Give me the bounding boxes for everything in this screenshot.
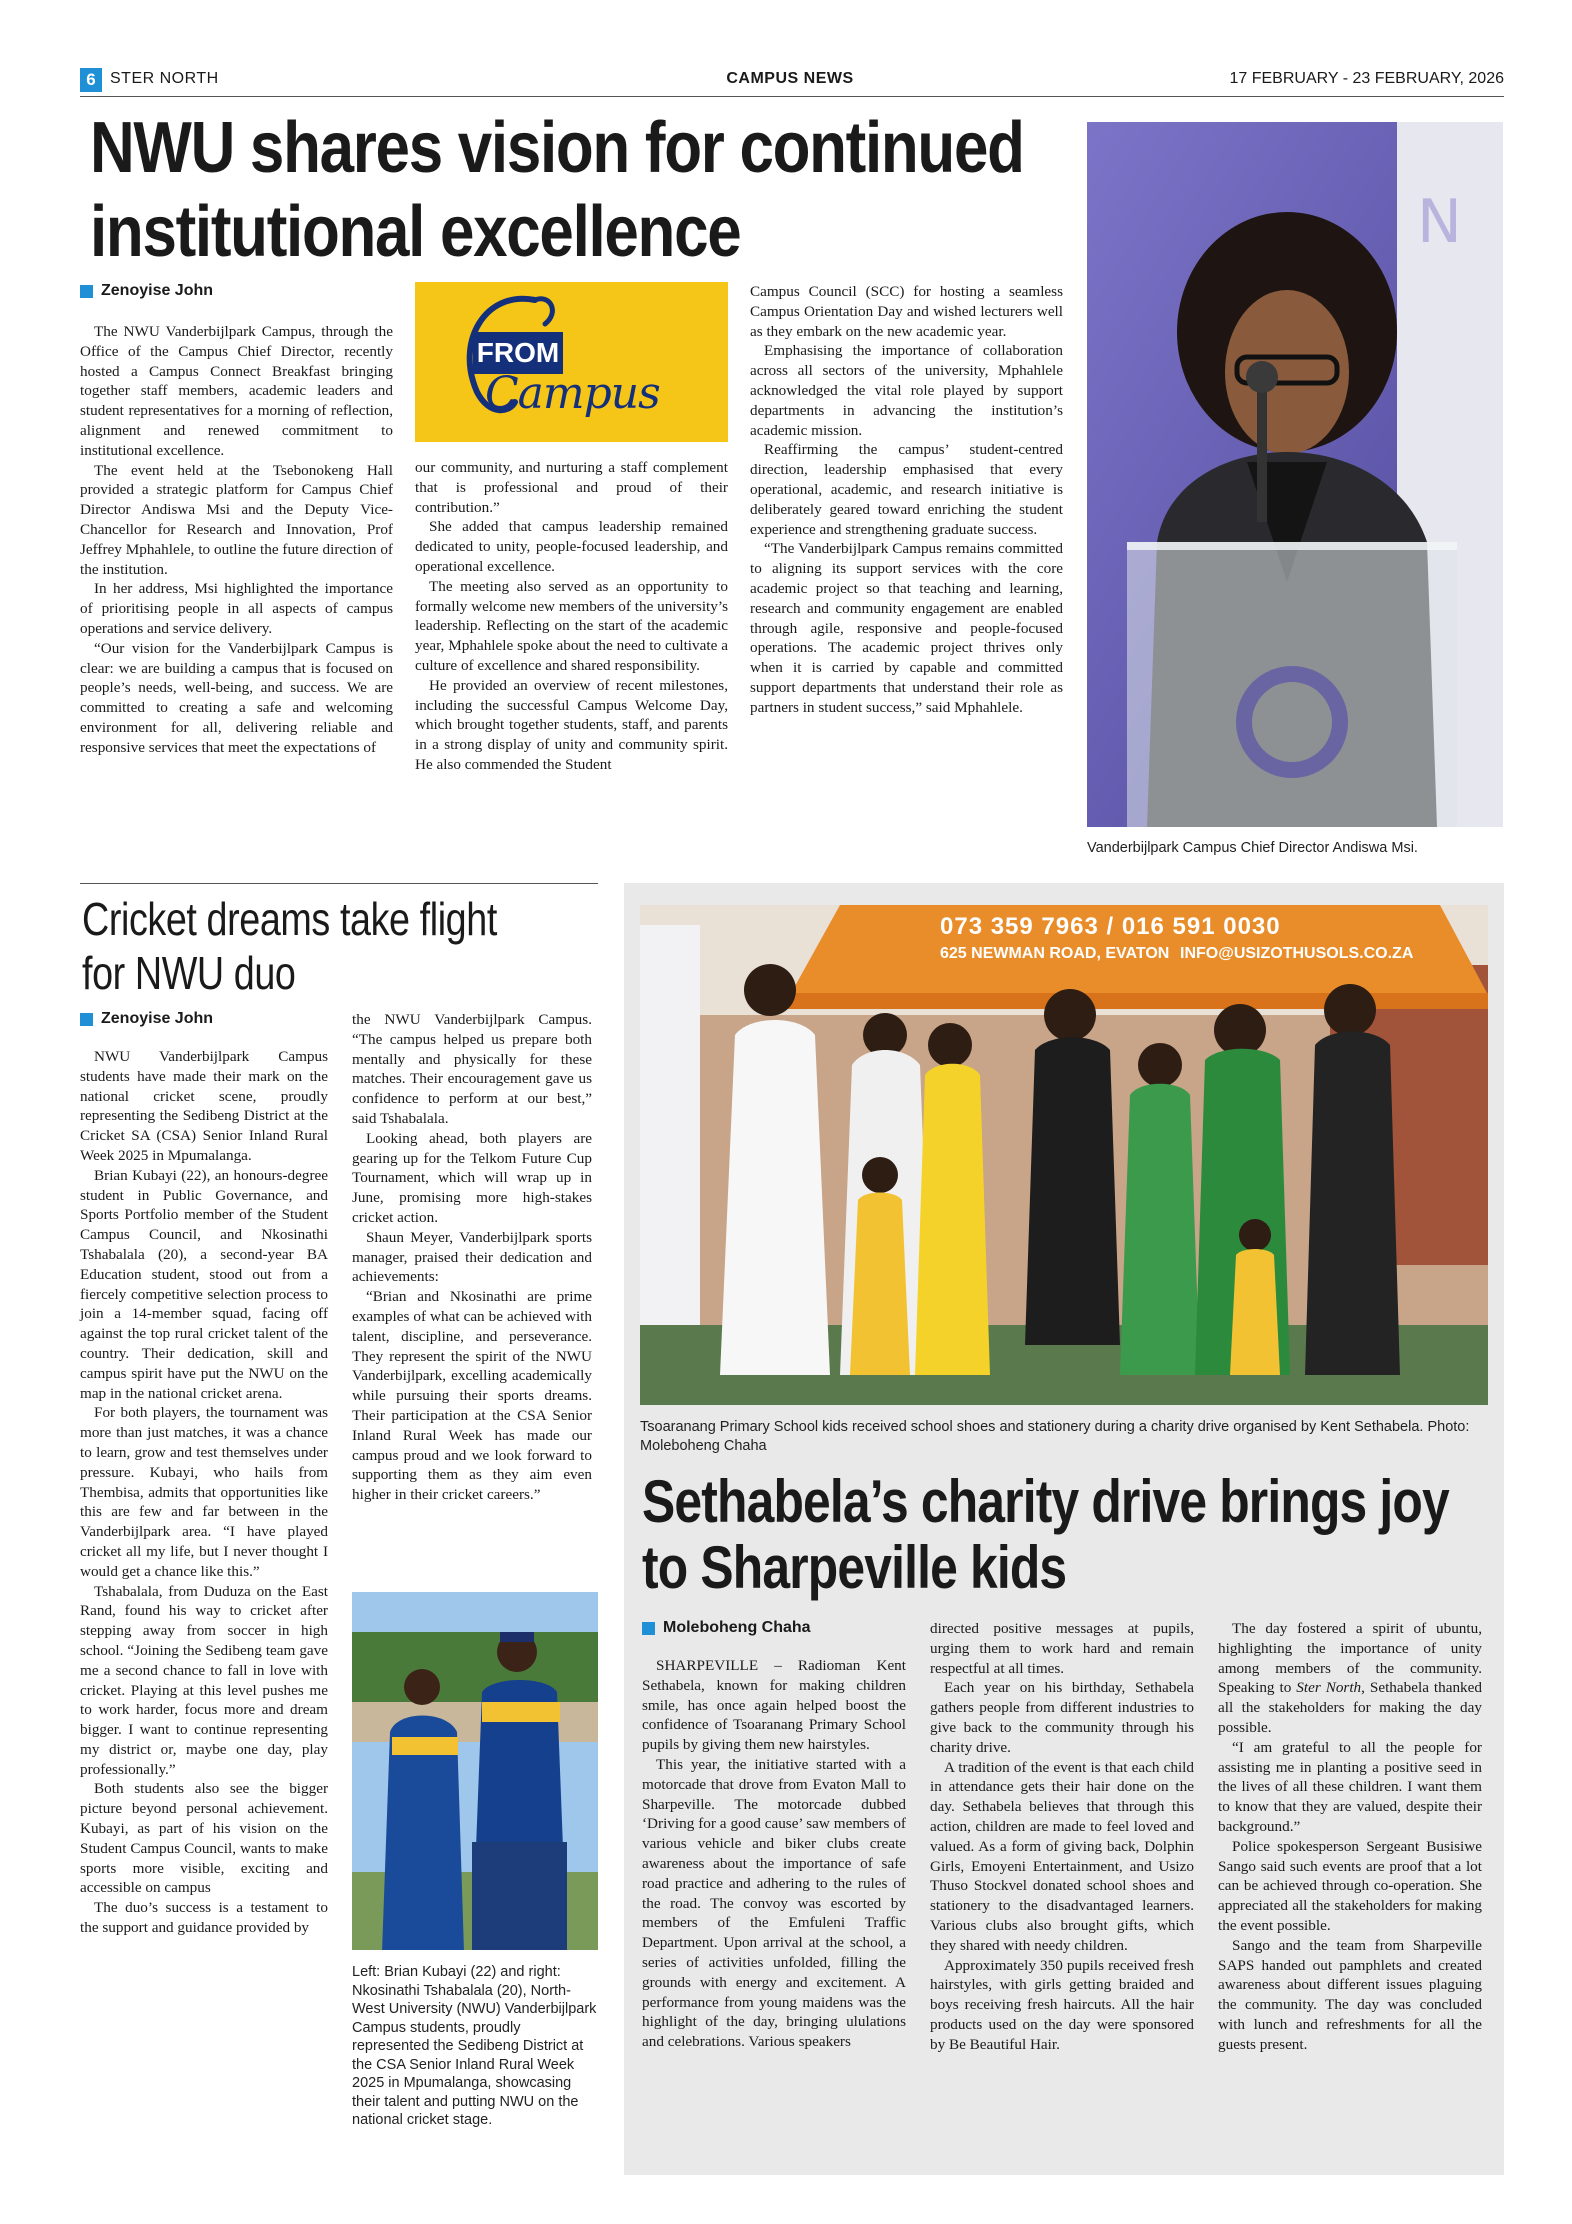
- svg-text:N: N: [1417, 187, 1462, 257]
- header-rule: [80, 96, 1504, 97]
- article3-author: Moleboheng Chaha: [663, 1619, 811, 1636]
- paragraph: Sango and the team from Sharpeville SAPS handed out pamphlets and created awareness about different issues plaguing the community. The day was concluded with lunch and refreshments for all the guests present.: [1218, 1936, 1482, 2053]
- banner-phone: 073 359 7963 / 016 591 0030: [940, 913, 1281, 940]
- paragraph: Emphasising the importance of collaboration across all sectors of the university, Mphahlele acknowledged the vital role played by support departments in advancing the institution’s academic mission.: [750, 342, 1063, 439]
- paragraph: She added that campus leadership remained dedicated to unity, people-focused leadership, and operational excellence.: [415, 518, 728, 575]
- charity-photo-caption: Tsoaranang Primary School kids received school shoes and stationery during a charity drive organised by Kent Sethabela. Photo: Moleboheng Chaha: [640, 1419, 1470, 1454]
- paragraph: For both players, the tournament was more than just matches, it was a chance to learn, grow and test themselves under pressure. Kubayi, who hails from Thembisa, admits that opportunities like this are few and far between in the Vanderbijlpark area. “I have played cricket all my life, but I never thought I would get a chance like this.”: [80, 1404, 328, 1580]
- paragraph: Reaffirming the campus’ student-centred direction, leadership emphasised that every operational, academic, and research initiative is deliberately geared toward enriching the student experience and strengthening graduate success.: [750, 441, 1063, 538]
- paragraph: “Brian and Nkosinathi are prime examples of what can be achieved with talent, discipline, and perseverance. They represent the spirit of the NWU Vanderbijlpark, excelling academically while pursuing their sports dreams. Their participation at the CSA Senior Inland Rural Week has made our campus proud and we look forward to supporting them as they aim even higher in their cricket careers.”: [352, 1288, 592, 1504]
- paragraph: The NWU Vanderbijlpark Campus, through the Office of the Campus Chief Director, recently hosted a Campus Connect Breakfast bringing together staff members, academic leaders and student representatives for a morning of reflection, alignment and renewed commitment to institutional excellence.: [80, 323, 393, 459]
- paragraph: the NWU Vanderbijlpark Campus. “The campus helped us prepare both mentally and physically for these matches. Their encouragement gave us confidence to perform at our best,” said Tshabalala.: [352, 1011, 592, 1127]
- text-run: , Sethabela thanked all the stakeholders for making the day possible.: [1218, 1679, 1482, 1736]
- article2-col2: [352, 1010, 592, 1505]
- paragraph: In her address, Msi highlighted the importance of prioritising people in all aspects of campus operations and service delivery.: [80, 580, 393, 637]
- byline-marker: [80, 1013, 93, 1026]
- paragraph: Both students also see the bigger picture beyond personal achievement. Kubayi, as part of his vision on the Student Campus Council, wants to make sports more visible, exciting and accessible on campus: [80, 1780, 328, 1897]
- page-number-badge: [80, 68, 102, 92]
- article2-byline: [80, 1010, 213, 1028]
- charity-drive-illustration: [640, 905, 1488, 1405]
- article2-col1: [80, 1047, 328, 1938]
- article3-byline: [642, 1619, 811, 1637]
- issue-date: 17 FEBRUARY - 23 FEBRUARY, 2026: [1229, 70, 1504, 87]
- article3-headline-line2: to Sharpeville kids: [642, 1534, 1067, 1601]
- paragraph: Shaun Meyer, Vanderbijlpark sports manager, praised their dedication and achievements:: [352, 1228, 592, 1286]
- paragraph: “Our vision for the Vanderbijlpark Campus is clear: we are building a campus that is focused on people’s needs, well-being, and success. We are committed to creating a safe and welcoming environment for all, delivering reliable and responsive services that meet the expectations of: [80, 639, 393, 756]
- article1-col3: [750, 282, 1063, 718]
- banner-email: INFO@USIZOTHUSOLS.CO.ZA: [1180, 945, 1414, 962]
- paragraph: Each year on his birthday, Sethabela gathers people from different industries to give back to the community through his charity drive.: [930, 1679, 1194, 1756]
- paragraph: A tradition of the event is that each child in attendance gets their hair done on the day. Sethabela believes that through this action, children are made to feel loved and valued. As a form of giving back, Dolphin Girls, Emoyeni Entertainment, and Usizo Thuso Stockvel donated school shoes and stationery to the disadvantaged learners. Various clubs also brought gifts, which they shared with needy children.: [930, 1758, 1194, 1954]
- charity-panel: [624, 883, 1504, 2175]
- paragraph: Approximately 350 pupils received fresh hairstyles, with girls getting braided and boys receiving fresh haircuts. All the hair products used on the day were sponsored by Be Beautiful Hair.: [930, 1956, 1194, 2053]
- publication-mention: Ster North: [1296, 1679, 1362, 1697]
- publication-name: STER NORTH: [110, 70, 219, 87]
- cricket-players-illustration: [352, 1592, 598, 1950]
- charity-drive-photo: [640, 905, 1488, 1405]
- banner-address: 625 NEWMAN ROAD, EVATON: [940, 945, 1170, 962]
- paragraph: Police spokesperson Sergeant Busisiwe Sango said such events are proof that a lot can be achieved through co-operation. She appreciated all the stakeholders for making the event possible.: [1218, 1837, 1482, 1934]
- byline-marker: [80, 285, 93, 298]
- article2-headline-line2: for NWU duo: [82, 947, 296, 999]
- paragraph: Tshabalala, from Duduza on the East Rand, found his way to cricket after stepping away from soccer in high school. “Joining the Sedibeng team gave me a second chance to fall in love with cricket. Playing at this level pushes me to work harder, focus more and dream bigger. I want to continue representing my district or, maybe one day, play professionally.”: [80, 1582, 328, 1778]
- from-campus-logo: [415, 282, 728, 442]
- paragraph: The meeting also served as an opportunity to formally welcome new members of the university’s leadership. Reflecting on the start of the academic year, Mphahlele spoke about the need to cultivate a culture of excellence and shared responsibility.: [415, 577, 728, 674]
- article3-col2: [930, 1619, 1194, 2055]
- article1-headline-line1: NWU shares vision for continued: [90, 108, 1024, 188]
- speaker-photo: [1087, 122, 1503, 827]
- section-name: CAMPUS NEWS: [726, 70, 854, 87]
- paragraph: He provided an overview of recent milestones, including the successful Campus Welcome Day, which brought together students, staff, and parents in a strong display of unity and community spirit. He also commended the Student: [415, 676, 728, 773]
- logo-from-text: FROM: [476, 337, 560, 368]
- paragraph: The event held at the Tsebonokeng Hall provided a strategic platform for Campus Chief Director Andiswa Msi and the Deputy Vice-Chancellor for Research and Innovation, Prof Jeffrey Mphahlele, to outline the future direction of the institution.: [80, 461, 393, 578]
- article2-author: Zenoyise John: [101, 1010, 214, 1027]
- cricket-players-photo: [352, 1592, 598, 1950]
- article1-author: Zenoyise John: [101, 282, 214, 299]
- article1-headline: [90, 106, 1024, 274]
- paragraph: Looking ahead, both players are gearing up for the Telkom Future Cup Tournament, which will wrap up in June, promising more high-stakes cricket action.: [352, 1129, 592, 1226]
- paragraph: This year, the initiative started with a motorcade that drove from Evaton Mall to Sharpeville. The motorcade dubbed ‘Driving for a good cause’ saw members of various vehicle and biker clubs create awareness about the importance of safe road practice and adhering to the rules of the road. The convoy was escorted by members of the Emfuleni Traffic Department. Upon arrival at the school, a series of activities unfolded, filling the grounds with energy and excitement. A performance from young maidens was the highlight of the day, bringing ululations and celebrations. Various speakers: [642, 1755, 906, 2051]
- speaker-photo-caption: Vanderbijlpark Campus Chief Director Andiswa Msi.: [1087, 840, 1418, 856]
- article3-headline-line1: Sethabela’s charity drive brings joy: [642, 1468, 1449, 1535]
- article2-top-rule: [80, 883, 598, 884]
- paragraph: [1218, 1619, 1482, 1738]
- paragraph: NWU Vanderbijlpark Campus students have made their mark on the national cricket scene, proudly representing the Sedibeng District at the Cricket SA (CSA) Senior Inland Rural Week 2025 in Mpumalanga.: [80, 1048, 328, 1164]
- page-number: 6: [86, 70, 96, 89]
- logo-campus-text: Campus: [485, 368, 660, 419]
- article2-headline-line1: Cricket dreams take flight: [82, 893, 497, 945]
- page-header: [80, 68, 1504, 94]
- article1-col1: [80, 322, 393, 758]
- text-run: The day fostered a spirit of ubuntu, highlighting the importance of unity among members of the community. Speaking to: [1218, 1620, 1482, 1697]
- paragraph: SHARPEVILLE – Radioman Kent Sethabela, known for making children smile, has once again helped boost the confidence of Tsoaranang Primary School pupils by giving them new hairstyles.: [642, 1657, 906, 1754]
- paragraph: Brian Kubayi (22), an honours-degree student in Public Governance, and Sports Portfolio member of the Student Campus Council, and Nkosinathi Tshabalala (20), a second-year BA Education student, stood out from a fiercely competitive selection process to join a 14-member squad, facing off against the top rural cricket talent of the country. Their dedication, skill and campus spirit have put the NWU on the map in the national cricket arena.: [80, 1166, 328, 1402]
- speaker-photo-illustration: [1087, 122, 1503, 827]
- cricket-photo-caption: Left: Brian Kubayi (22) and right: Nkosinathi Tshabalala (20), North-West University (NWU) Vanderbijlpark Campus students, proudly represented the Sedibeng District at the CSA Senior Inland Rural Week 2025 in Mpumalanga, showcasing their talent and putting NWU on the national cricket stage.: [352, 1964, 597, 2128]
- byline-marker: [642, 1622, 655, 1635]
- paragraph: Campus Council (SCC) for hosting a seamless Campus Orientation Day and wished lecturers well as they embark on the new academic year.: [750, 283, 1063, 340]
- article1-headline-line2: institutional excellence: [90, 192, 741, 272]
- article1-byline: [80, 282, 213, 300]
- paragraph: “The Vanderbijlpark Campus remains committed to aligning its support services with the core academic project so that teaching and learning, research and community engagement are enabled through agile, responsive and people-focused operations. The academic project thrives only when it is carried by capable and committed support departments that understand their role as partners in student success,” said Mphahlele.: [750, 540, 1063, 716]
- article2-headline: [82, 892, 541, 1000]
- article3-col1: [642, 1656, 906, 2052]
- article3-headline: [642, 1469, 1472, 1601]
- paragraph: “I am grateful to all the people for assisting me in planting a positive seed in the lives of all these children. I want them to know that they are valued, despite their background.”: [1218, 1738, 1482, 1835]
- article1-col2: [415, 458, 728, 775]
- paragraph: directed positive messages at pupils, urging them to work hard and remain respectful at all times.: [930, 1620, 1194, 1677]
- paragraph: The duo’s success is a testament to the support and guidance provided by: [80, 1899, 328, 1937]
- paragraph: our community, and nurturing a staff complement that is professional and proud of their contribution.”: [415, 459, 728, 516]
- article3-col3: [1218, 1619, 1482, 2055]
